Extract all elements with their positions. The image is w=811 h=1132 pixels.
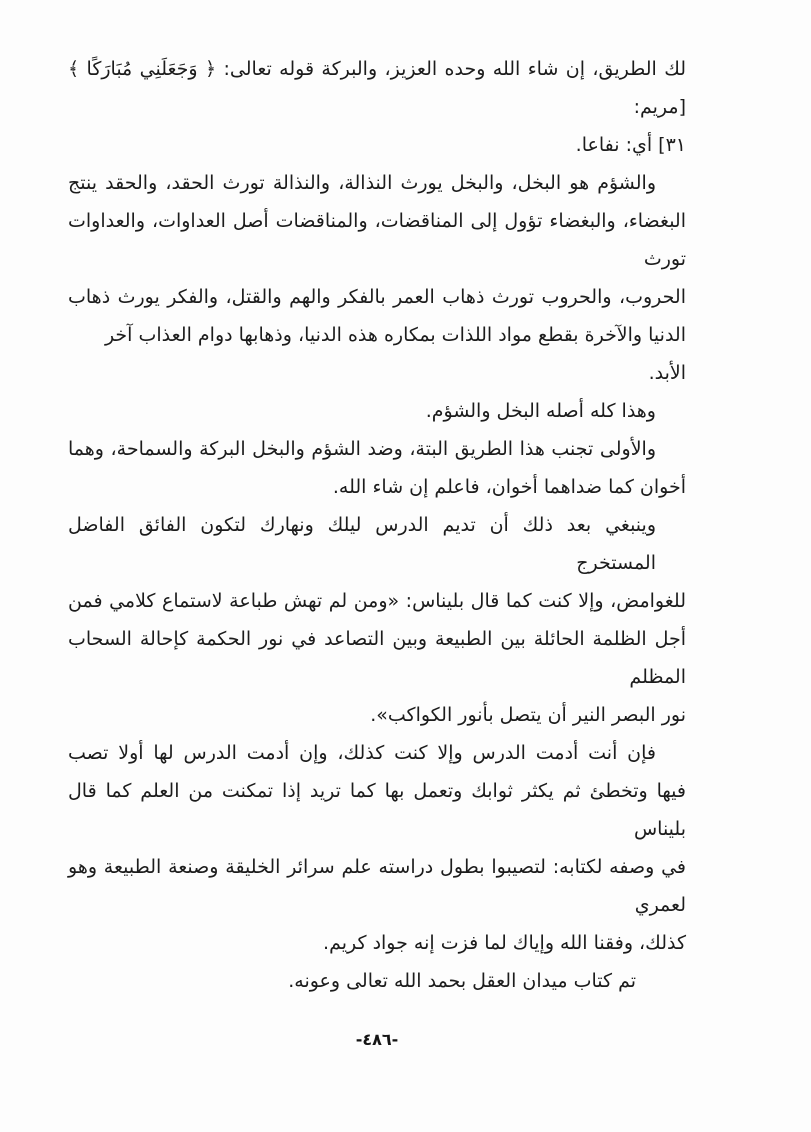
paragraph bbox=[68, 962, 686, 1000]
paragraph bbox=[68, 50, 686, 164]
text-line: للغوامض، وإلا كنت كما قال بليناس: «ومن لم تهش طباعة لاستماع كلامي فمن bbox=[68, 590, 686, 612]
text-line: وينبغي بعد ذلك أن تديم الدرس ليلك ونهارك لتكون الفائق الفاضل المستخرج bbox=[68, 514, 656, 574]
text-line: لك الطريق، إن شاء الله وحده العزيز، والبركة قوله تعالى: ﴿ وَجَعَلَنِي مُبَارَكًا ﴾ [مريم: bbox=[68, 58, 686, 118]
text-line: والأولى تجنب هذا الطريق البتة، وضد الشؤم والبخل البركة والسماحة، وهما bbox=[68, 438, 656, 460]
text-line: ٣١] أي: نفاعا. bbox=[575, 134, 686, 156]
text-line: كذلك، وفقنا الله وإياك لما فزت إنه جواد كريم. bbox=[323, 932, 686, 954]
text-line: البغضاء، والبغضاء تؤول إلى المناقضات، والمناقضات أصل العداوات، والعداوات تورث bbox=[68, 210, 686, 270]
text-line: نور البصر النير أن يتصل بأنور الكواكب». bbox=[370, 704, 686, 726]
text-line: أجل الظلمة الحائلة بين الطبيعة وبين التصاعد في نور الحكمة كإحالة السحاب المظلم bbox=[68, 628, 686, 688]
text-line: أخوان كما ضداهما أخوان، فاعلم إن شاء الله. bbox=[332, 476, 686, 498]
text-line: فيها وتخطئ ثم يكثر ثوابك وتعمل بها كما تريد إذا تمكنت من العلم كما قال بليناس bbox=[68, 780, 686, 840]
text-line: فإن أنت أدمت الدرس وإلا كنت كذلك، وإن أدمت الدرس لها أولا تصب bbox=[68, 742, 656, 764]
page-number: -٤٨٦- bbox=[355, 1030, 399, 1049]
text-line: تم كتاب ميدان العقل بحمد الله تعالى وعونه. bbox=[288, 970, 636, 992]
text-line: والشؤم هو البخل، والبخل يورث النذالة، والنذالة تورث الحقد، والحقد ينتج bbox=[68, 172, 656, 194]
paragraph bbox=[68, 392, 686, 430]
text-line: الحروب، والحروب تورث ذهاب العمر بالفكر والهم والقتل، والفكر يورث ذهاب bbox=[68, 286, 686, 308]
paragraph bbox=[68, 506, 686, 734]
text-line: في وصفه لكتابه: لتصيبوا بطول دراسته علم سرائر الخليقة وصنعة الطبيعة وهو لعمري bbox=[68, 856, 686, 916]
text-line: الدنيا والآخرة بقطع مواد اللذات بمكاره هذه الدنيا، وذهابها دوام العذاب آخر الأبد. bbox=[104, 324, 686, 384]
text-block bbox=[68, 50, 686, 1000]
paragraph bbox=[68, 430, 686, 506]
paragraph bbox=[68, 734, 686, 962]
page-footer bbox=[68, 1030, 686, 1049]
paragraph bbox=[68, 164, 686, 392]
text-line: وهذا كله أصله البخل والشؤم. bbox=[425, 400, 656, 422]
